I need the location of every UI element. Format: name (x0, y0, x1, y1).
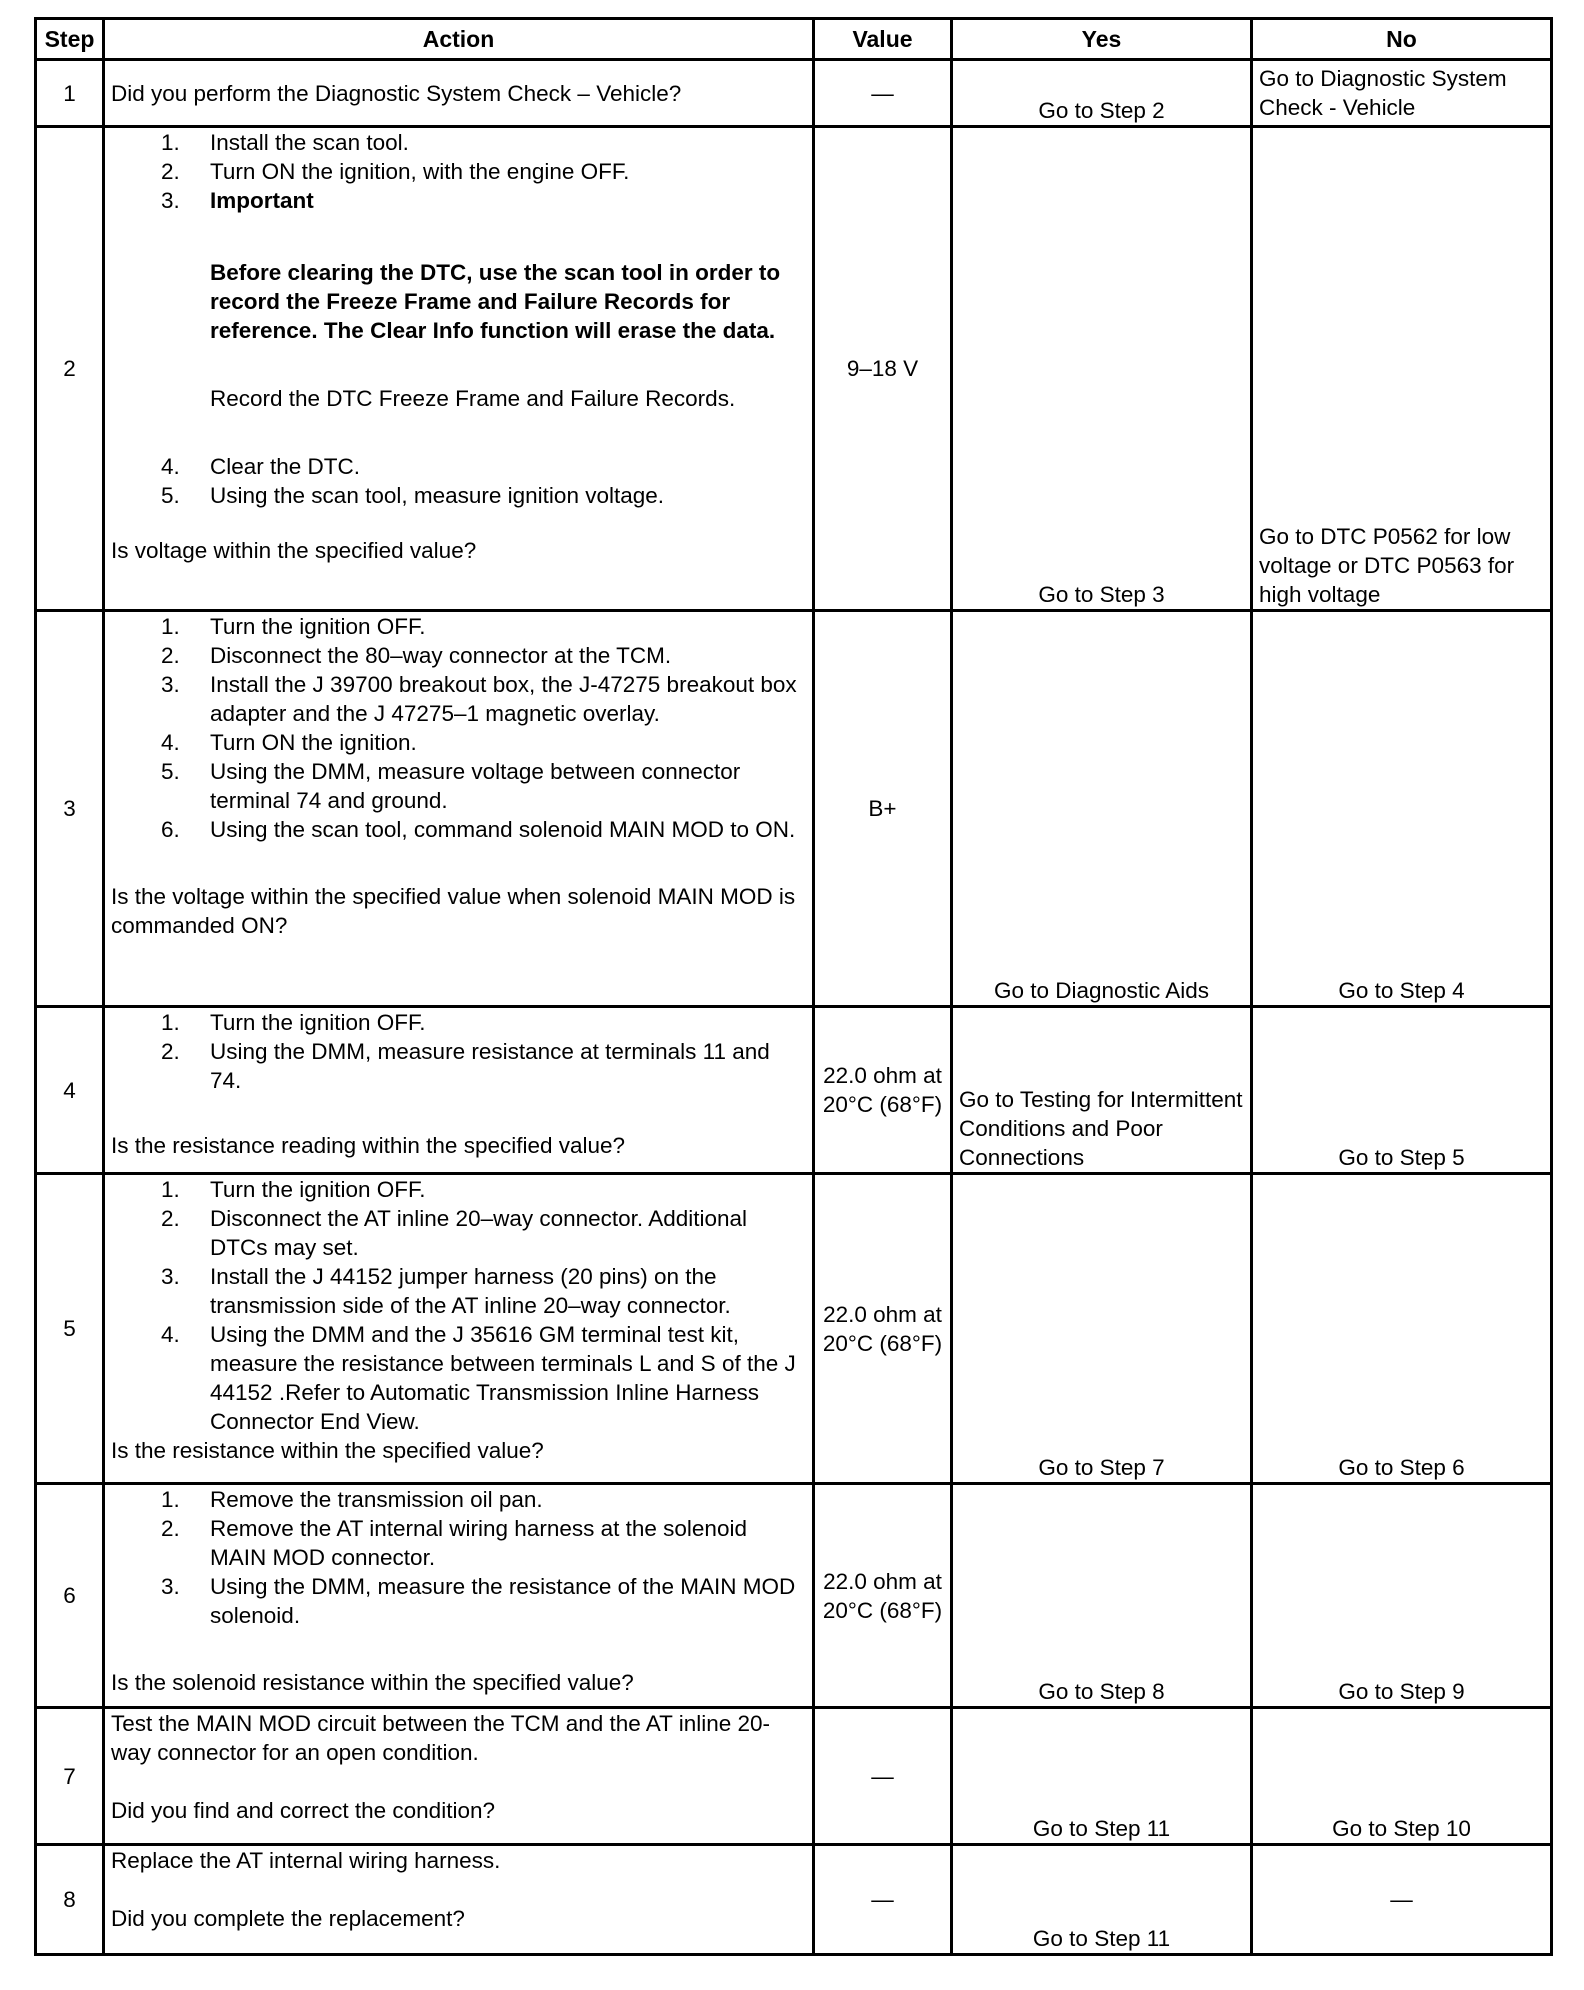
no-cell: Go to Step 4 (1252, 611, 1552, 1007)
list-item: 2. Disconnect the 80–way connector at the TCM. (161, 643, 672, 668)
yes-cell: Go to Step 8 (952, 1484, 1252, 1708)
list-item: 1. Install the scan tool. (161, 130, 409, 155)
action-question: Is the voltage within the specified value when solenoid MAIN MOD is commanded ON? (111, 884, 796, 938)
yes-cell: Go to Step 11 (952, 1708, 1252, 1845)
list-item: 1. Turn the ignition OFF. (161, 1177, 426, 1202)
value-cell: 9–18 V (814, 127, 952, 611)
action-cell (104, 1007, 814, 1174)
value-cell: 22.0 ohm at 20°C (68°F) (814, 1174, 952, 1484)
step-number: 6 (36, 1484, 104, 1708)
procedure-list (111, 1485, 806, 1630)
no-cell: Go to Step 6 (1252, 1174, 1552, 1484)
list-item: 1. Turn the ignition OFF. (161, 614, 426, 639)
table-row-step-4 (36, 1007, 1552, 1174)
value-cell: — (814, 60, 952, 127)
yes-cell: Go to Testing for Intermittent Conditions and Poor Connections (952, 1007, 1252, 1174)
header-action: Action (104, 19, 814, 60)
table-row-step-2 (36, 127, 1552, 611)
action-cell (104, 127, 814, 611)
list-item: 3. Using the DMM, measure the resistance of the MAIN MOD solenoid. (161, 1574, 796, 1628)
important-note: Record the DTC Freeze Frame and Failure Records. (210, 386, 736, 411)
action-question: Is the solenoid resistance within the specified value? (111, 1670, 634, 1695)
table-row-step-8 (36, 1845, 1552, 1955)
value-cell: B+ (814, 611, 952, 1007)
action-question: Did you complete the replacement? (111, 1906, 465, 1931)
table-row-step-7 (36, 1708, 1552, 1845)
action-question: Is the resistance reading within the specified value? (111, 1133, 626, 1158)
no-cell: Go to Step 5 (1252, 1007, 1552, 1174)
list-item: 2. Turn ON the ignition, with the engine OFF. (161, 159, 630, 184)
step-number: 7 (36, 1708, 104, 1845)
procedure-list (111, 1175, 806, 1436)
list-item: 1. Turn the ignition OFF. (161, 1010, 426, 1035)
header-no: No (1252, 19, 1552, 60)
value-cell: — (814, 1708, 952, 1845)
action-cell (104, 1845, 814, 1955)
list-item: 2. Remove the AT internal wiring harness at the solenoid MAIN MOD connector. (161, 1516, 747, 1570)
table-row-step-5 (36, 1174, 1552, 1484)
value-cell: 22.0 ohm at 20°C (68°F) (814, 1484, 952, 1708)
yes-cell: Go to Step 2 (952, 60, 1252, 127)
action-question: Is voltage within the specified value? (111, 538, 477, 563)
list-item: 3. Install the J 39700 breakout box, the J-47275 breakout box adapter and the J 47275–1 magnetic overlay. (161, 672, 797, 726)
action-cell (104, 1484, 814, 1708)
list-item: 4. Using the DMM and the J 35616 GM terminal test kit, measure the resistance between terminals L and S of the J 44152 .Refer to Automatic Transmission Inline Harness Connector End View. (161, 1322, 796, 1434)
header-value: Value (814, 19, 952, 60)
header-step: Step (36, 19, 104, 60)
no-cell: Go to Step 10 (1252, 1708, 1552, 1845)
list-item: 5. Using the scan tool, measure ignition voltage. (161, 483, 665, 508)
action-question: Did you perform the Diagnostic System Check – Vehicle? (111, 80, 682, 106)
action-cell (104, 1708, 814, 1845)
list-item: 1. Remove the transmission oil pan. (161, 1487, 543, 1512)
action-text: Replace the AT internal wiring harness. (111, 1848, 501, 1873)
step-number: 1 (36, 60, 104, 127)
list-item: 5. Using the DMM, measure voltage between connector terminal 74 and ground. (161, 759, 741, 813)
value-cell: 22.0 ohm at 20°C (68°F) (814, 1007, 952, 1174)
yes-cell: Go to Step 7 (952, 1174, 1252, 1484)
table-row-step-3 (36, 611, 1552, 1007)
action-text: Test the MAIN MOD circuit between the TCM and the AT inline 20-way connector for an open condition. (111, 1711, 771, 1765)
no-cell: Go to Step 9 (1252, 1484, 1552, 1708)
step-number: 8 (36, 1845, 104, 1955)
diagnostic-table (34, 17, 1553, 1956)
no-cell: Go to Diagnostic System Check - Vehicle (1252, 60, 1552, 127)
list-item: 6. Using the scan tool, command solenoid MAIN MOD to ON. (161, 817, 796, 842)
important-text: Before clearing the DTC, use the scan tool in order to record the Freeze Frame and Failure Records for reference. The Clear Info function will erase the data. (210, 260, 781, 343)
procedure-list (111, 612, 806, 844)
yes-cell: Go to Step 3 (952, 127, 1252, 611)
step-number: 5 (36, 1174, 104, 1484)
no-cell: Go to DTC P0562 for low voltage or DTC P0563 for high voltage (1252, 127, 1552, 611)
no-cell: — (1252, 1845, 1552, 1955)
list-item: 3. Important Before clearing the DTC, use the scan tool in order to record the Freeze Frame and Failure Records for reference. The Clear Info function will erase the data. Record the DTC Freeze Frame and Failure Records. (111, 186, 806, 452)
step-number: 3 (36, 611, 104, 1007)
action-question: Is the resistance within the specified value? (111, 1438, 544, 1463)
value-cell: — (814, 1845, 952, 1955)
header-row (36, 19, 1552, 60)
yes-cell: Go to Step 11 (952, 1845, 1252, 1955)
action-cell (104, 611, 814, 1007)
list-item: 4. Turn ON the ignition. (161, 730, 417, 755)
list-item: 2. Using the DMM, measure resistance at terminals 11 and 74. (161, 1039, 770, 1093)
procedure-list (111, 128, 806, 510)
action-question: Did you find and correct the condition? (111, 1798, 495, 1823)
yes-cell: Go to Diagnostic Aids (952, 611, 1252, 1007)
list-item: 2. Disconnect the AT inline 20–way connector. Additional DTCs may set. (161, 1206, 748, 1260)
action-cell (104, 1174, 814, 1484)
step-number: 2 (36, 127, 104, 611)
list-item: 3. Install the J 44152 jumper harness (20 pins) on the transmission side of the AT inline 20–way connector. (161, 1264, 731, 1318)
table-row-step-1 (36, 60, 1552, 127)
action-cell (104, 60, 814, 127)
header-yes: Yes (952, 19, 1252, 60)
important-label: Important (210, 188, 314, 213)
table-row-step-6 (36, 1484, 1552, 1708)
step-number: 4 (36, 1007, 104, 1174)
procedure-list (111, 1008, 806, 1095)
list-item: 4. Clear the DTC. (161, 454, 361, 479)
